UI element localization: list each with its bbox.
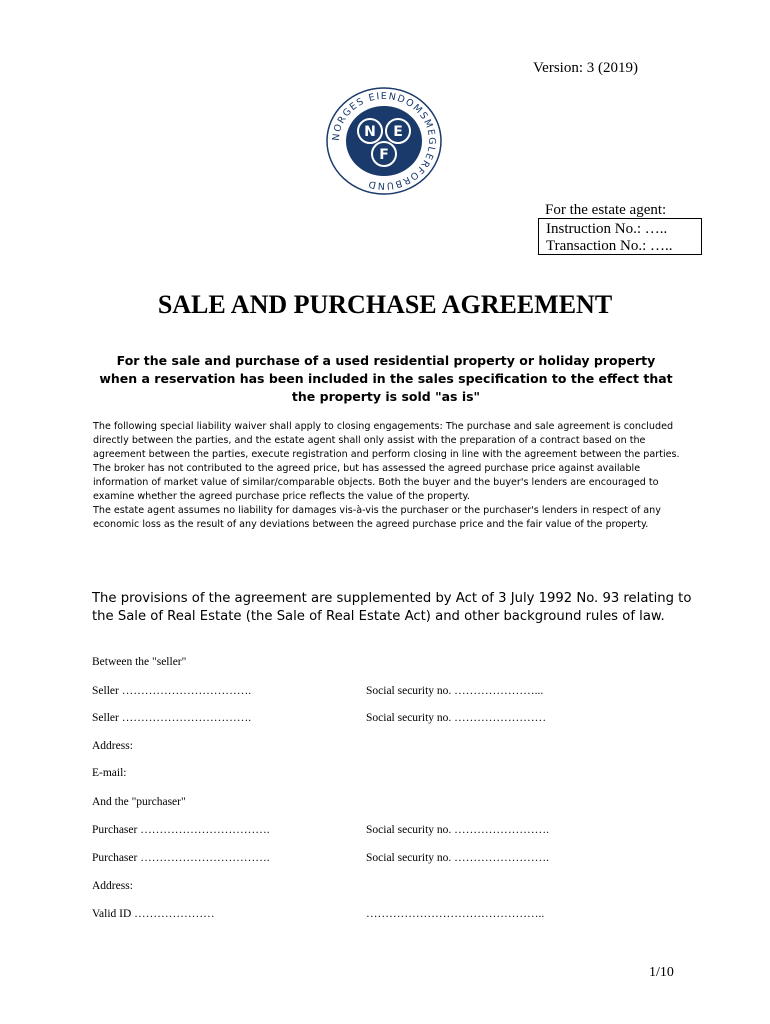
nef-logo	[325, 86, 443, 196]
liability-waiver	[93, 420, 685, 532]
valid-id-value: ………………………………………..	[366, 908, 545, 920]
logo-letter-e: E	[393, 124, 403, 140]
purchaser-1-ssn-field: Social security no. …………………….	[366, 824, 550, 836]
transaction-number: Transaction No.: …..	[546, 238, 673, 254]
version-label: Version: 3 (2019)	[533, 60, 638, 76]
valid-id-field: Valid ID …………………	[92, 908, 215, 920]
seller-1-ssn-field: Social security no. …………………...	[366, 685, 544, 697]
document-subtitle: For the sale and purchase of a used residential property or holiday property when a reservation has been included in the sales specification to the effect that the property is sold "as is"	[99, 353, 673, 404]
and-purchaser-label: And the "purchaser"	[92, 796, 186, 808]
seller-1-field: Seller …………………………….	[92, 685, 252, 697]
waiver-paragraph: The following special liability waiver shall apply to closing engagements: The purchase and sale agreement is concluded directly between the parties, and the estate agent shall only assist with the preparation of a contract based on the agreement between the parties, execute registration and perform closing in line with the agreement between the parties. The broker has not contributed to the agreed price, but has assessed the agreed purchase price against available information of market value of similar/comparable objects. Both the buyer and the buyer's lenders are encouraged to examine whether the agreed purchase price reflects the value of the property.	[93, 421, 680, 502]
page-number: 1/10	[649, 965, 674, 980]
purchaser-address-field: Address:	[92, 880, 133, 892]
document-title: SALE AND PURCHASE AGREEMENT	[157, 290, 613, 319]
estate-agent-box	[538, 218, 702, 255]
waiver-paragraph: The estate agent assumes no liability for damages vis-à-vis the purchaser or the purchaser's lenders in respect of any economic loss as the result of any deviations between the agreed purchase price and the fair value of the property.	[93, 505, 661, 530]
purchaser-2-ssn-field: Social security no. …………………….	[366, 852, 550, 864]
purchaser-1-field: Purchaser …………………………….	[92, 824, 270, 836]
provisions-text: The provisions of the agreement are supplemented by Act of 3 July 1992 No. 93 relating to the Sale of Real Estate (the Sale of Real Estate Act) and other background rules of law.	[92, 591, 692, 624]
purchaser-2-field: Purchaser …………………………….	[92, 852, 270, 864]
logo-ring-text: NORGES EIENDOMSMEGLERFORBUND	[330, 90, 438, 192]
estate-agent-label: For the estate agent:	[545, 202, 667, 218]
instruction-number: Instruction No.: …..	[546, 221, 668, 237]
seller-2-ssn-field: Social security no. ……………………	[366, 712, 547, 724]
logo-letter-f: F	[379, 147, 389, 163]
logo-letter-n: N	[364, 124, 376, 140]
between-seller-label: Between the "seller"	[92, 656, 187, 668]
seller-2-field: Seller …………………………….	[92, 712, 252, 724]
seller-email-field: E-mail:	[92, 767, 127, 779]
seller-address-field: Address:	[92, 740, 133, 752]
